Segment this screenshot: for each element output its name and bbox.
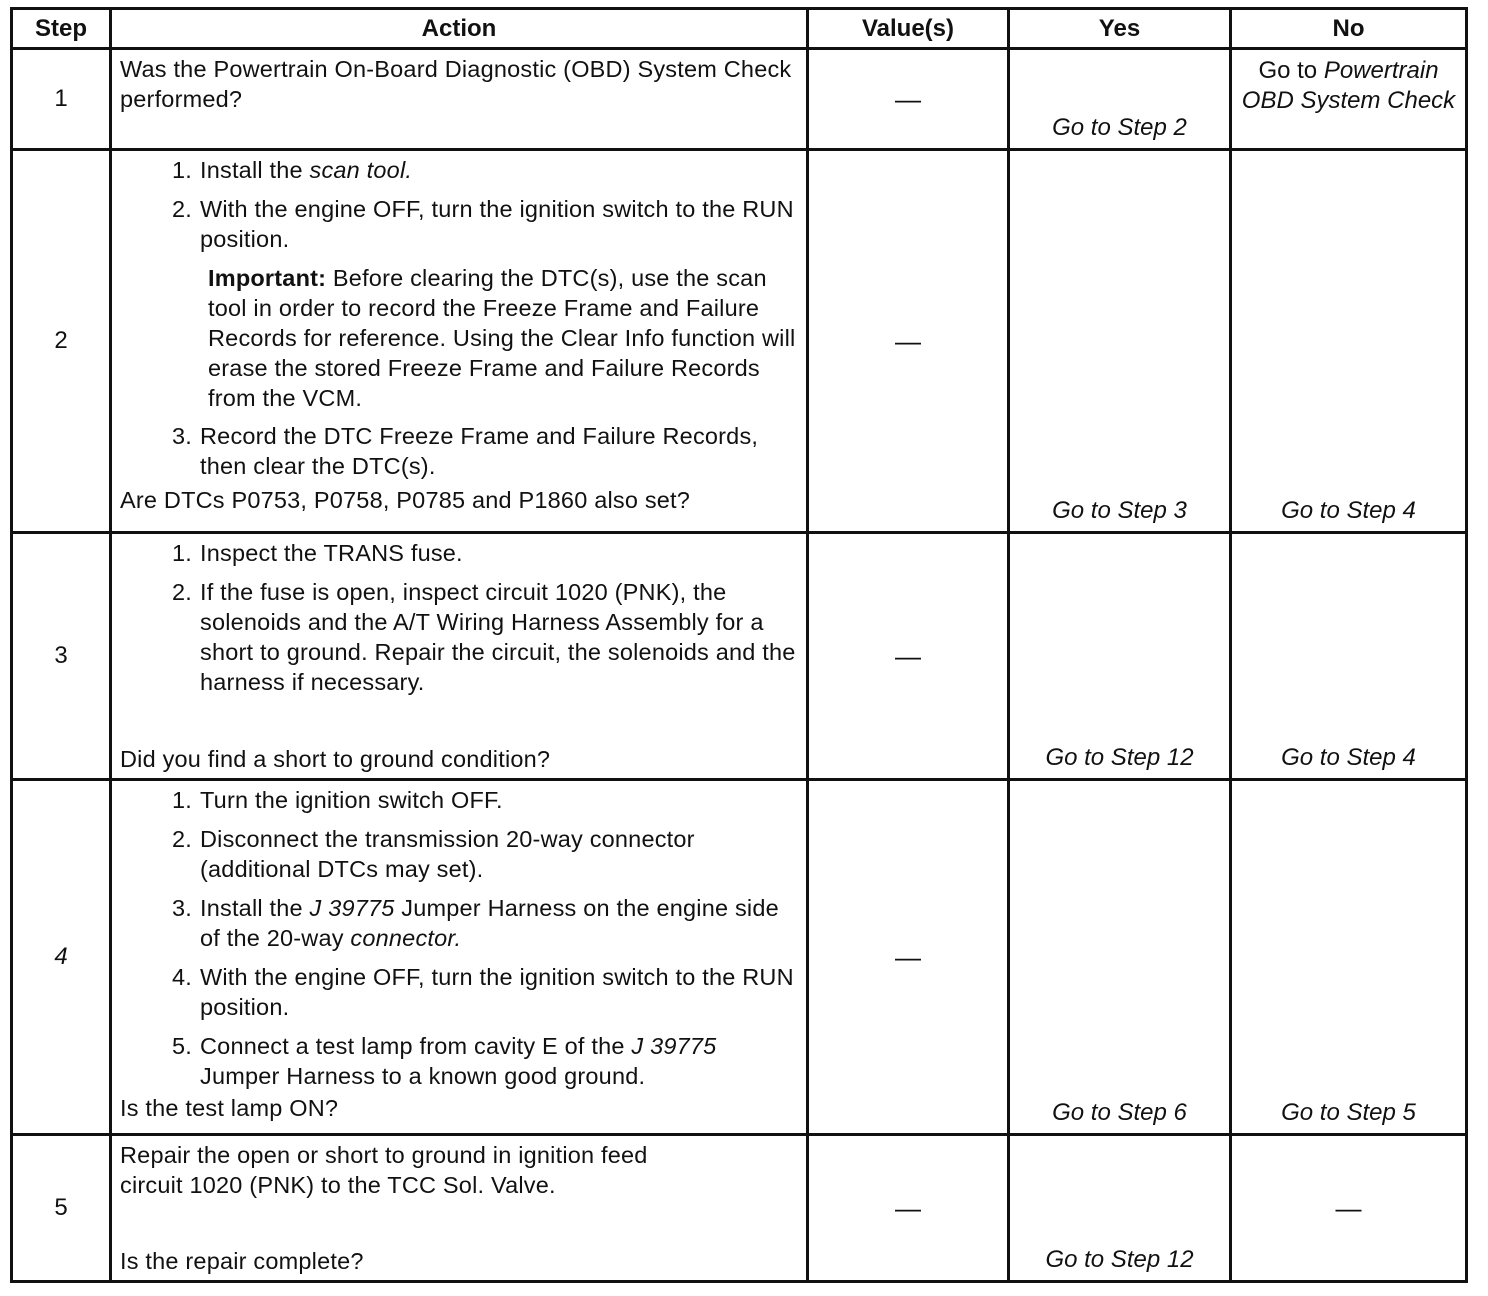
yes-cell: Go to Step 12 [1009,533,1231,780]
value-cell: — [808,533,1009,780]
table-row-step-4 [12,780,1467,1135]
item-text: Jumper Harness to a known good ground. [200,1063,646,1089]
action-cell [111,49,808,150]
step-number: 1 [12,49,111,150]
table-row-step-3 [12,533,1467,780]
list-item [120,1031,796,1091]
diagnostic-table [10,7,1468,1283]
table-row-step-5 [12,1135,1467,1282]
action-question: Is the repair complete? [120,1248,364,1274]
action-question: Is the test lamp ON? [120,1095,339,1121]
value-cell: — [808,150,1009,533]
no-link-text: Powertrain OBD System Check [1241,57,1456,114]
step-number: 5 [12,1135,111,1282]
header-step: Step [12,9,111,49]
item-number: 2. [172,826,192,852]
no-prefix: Go to [1258,57,1318,84]
list-item [120,538,796,568]
header-values: Value(s) [808,9,1009,49]
item-text: If the fuse is open, inspect circuit 1020 (PNK), the solenoids and the A/T Wiring Harness Assembly for a short to ground. Repair the circuit, the solenoids and the harness if necessary. [200,579,796,695]
yes-cell: Go to Step 3 [1009,150,1231,533]
list-item [120,785,796,815]
value-cell: — [808,49,1009,150]
action-text: Repair the open or short to ground in ignition feed circuit 1020 (PNK) to the TCC Sol. Valve. [120,1142,648,1198]
list-item [120,893,796,953]
table-row-step-2 [12,150,1467,533]
yes-cell: Go to Step 6 [1009,780,1231,1135]
item-emphasis: connector. [350,925,462,951]
header-no: No [1231,9,1467,49]
item-text: Install the [200,157,310,183]
value-cell: — [808,780,1009,1135]
list-item [120,577,796,697]
step-number: 4 [12,780,111,1135]
item-emphasis: J 39775 [309,895,395,921]
item-number: 5. [172,1033,192,1059]
item-text: With the engine OFF, turn the ignition switch to the RUN position. [200,196,794,252]
no-cell: Go to Step 5 [1231,780,1467,1135]
no-cell [1231,49,1467,150]
item-text: Inspect the TRANS fuse. [200,540,463,566]
list-item [120,824,796,884]
header-yes: Yes [1009,9,1231,49]
item-emphasis: scan tool. [309,157,413,183]
item-number: 3. [172,423,192,449]
item-number: 1. [172,787,192,813]
item-text: Install the [200,895,310,921]
item-text: With the engine OFF, turn the ignition switch to the RUN position. [200,964,794,1020]
list-item [120,421,796,481]
important-label: Important: [208,265,327,291]
value-cell: — [808,1135,1009,1282]
important-text: Before clearing the DTC(s), use the scan tool in order to record the Freeze Frame and Failure Records for reference. Using the Clear Info function will erase the stored Freeze Frame and Failure Records from the VCM. [208,265,796,411]
list-item [120,962,796,1022]
item-number: 1. [172,540,192,566]
action-text: Was the Powertrain On-Board Diagnostic (OBD) System Check performed? [120,56,792,112]
item-text: Turn the ignition switch OFF. [200,787,503,813]
no-cell: — [1231,1135,1467,1282]
item-text: Connect a test lamp from cavity E of the [200,1033,632,1059]
no-cell: Go to Step 4 [1231,150,1467,533]
action-question: Are DTCs P0753, P0758, P0785 and P1860 also set? [120,487,691,513]
item-text: Disconnect the transmission 20-way connector (additional DTCs may set). [200,826,695,882]
no-cell: Go to Step 4 [1231,533,1467,780]
item-text: Record the DTC Freeze Frame and Failure Records, then clear the DTC(s). [200,423,759,479]
item-number: 4. [172,964,192,990]
item-emphasis: J 39775 [631,1033,717,1059]
item-text: Jumper Harness on the engine side of the 20-way [200,895,779,951]
important-note [200,263,796,413]
step-number: 3 [12,533,111,780]
action-cell [111,780,808,1135]
item-number: 1. [172,157,192,183]
header-row [12,9,1467,49]
list-item [120,194,796,254]
yes-cell: Go to Step 2 [1009,49,1231,150]
step-number: 2 [12,150,111,533]
yes-cell: Go to Step 12 [1009,1135,1231,1282]
item-number: 3. [172,895,192,921]
table-row-step-1 [12,49,1467,150]
header-action: Action [111,9,808,49]
action-cell [111,150,808,533]
item-number: 2. [172,196,192,222]
action-question: Did you find a short to ground condition? [120,746,551,772]
action-cell [111,533,808,780]
list-item [120,155,796,185]
item-number: 2. [172,579,192,605]
action-cell [111,1135,808,1282]
